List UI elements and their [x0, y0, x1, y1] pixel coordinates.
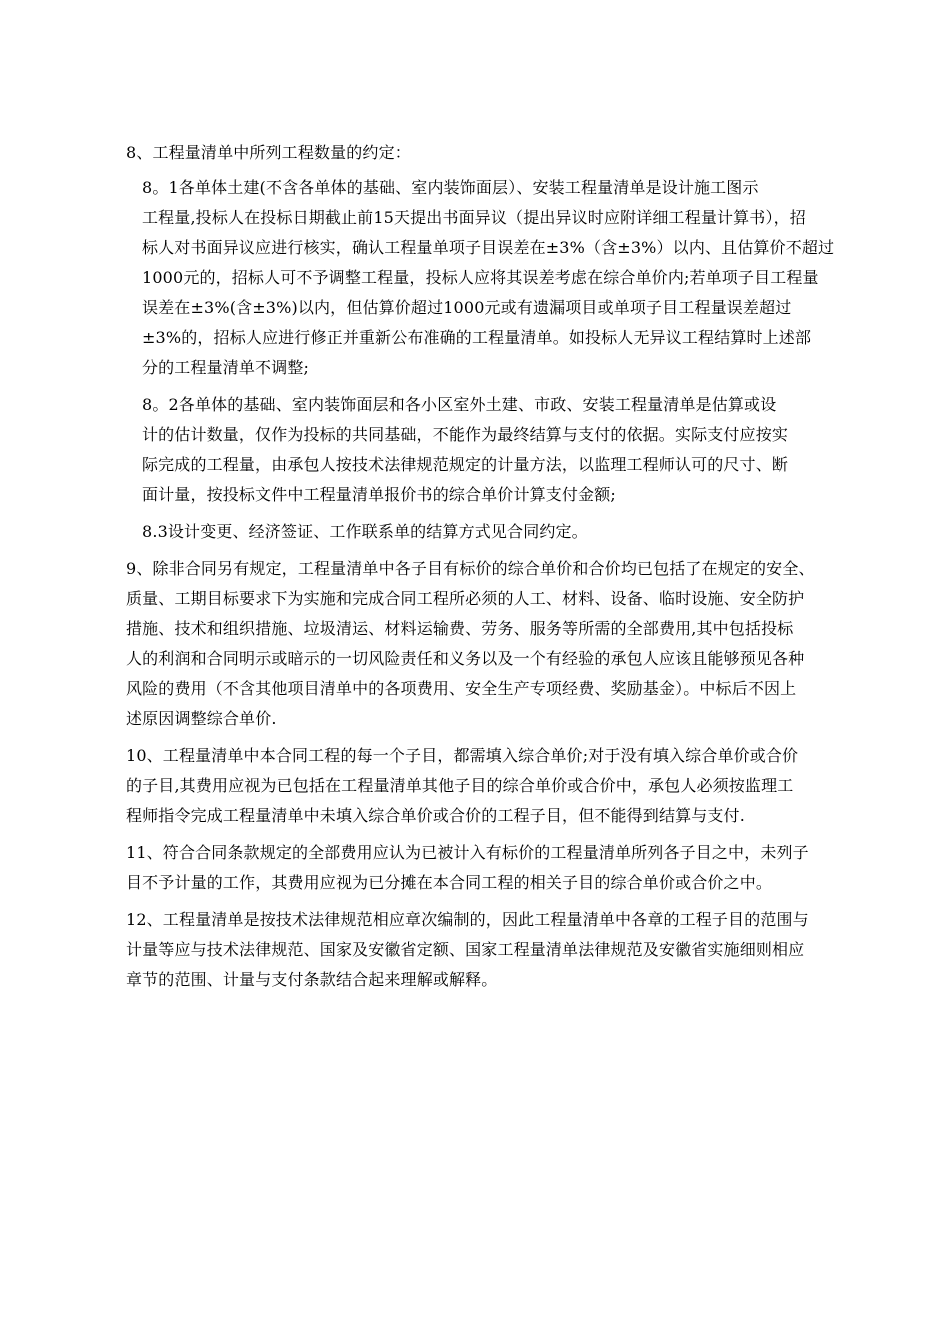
text-line: 标人对书面异议应进行核实，确认工程量单项子目误差在±3%（含±3%）以内、且估算价不超过: [142, 238, 835, 257]
paragraph-11: [126, 838, 832, 898]
text-line: 面计量，按投标文件中工程量清单报价书的综合单价计算支付金额;: [142, 485, 616, 504]
paragraph-9: [126, 554, 832, 734]
text-line: 误差在±3%(含±3%)以内，但估算价超过1000元或有遗漏项目或单项子目工程量误差超过: [142, 298, 792, 317]
text-line: 程师指令完成工程量清单中未填入综合单价或合价的工程子目，但不能得到结算与支付.: [126, 806, 745, 825]
text-line: 的子目,其费用应视为已包括在工程量清单其他子目的综合单价或合价中，承包人必须按监理工: [126, 776, 794, 795]
text-line: 9、除非合同另有规定，工程量清单中各子目有标价的综合单价和合价均已包括了在规定的安全、: [126, 559, 815, 578]
text-line: 10、工程量清单中本合同工程的每一个子目，都需填入综合单价;对于没有填入综合单价或合价: [126, 746, 799, 765]
text-line: 计量等应与技术法律规范、国家及安徽省定额、国家工程量清单法律规范及安徽省实施细则相应: [126, 940, 805, 959]
text-line: 人的利润和合同明示或暗示的一切风险责任和义务以及一个有经验的承包人应该且能够预见各种: [126, 649, 805, 668]
text-line: 措施、技术和组织措施、垃圾清运、材料运输费、劳务、服务等所需的全部费用,其中包括投标: [126, 619, 794, 638]
text-line: 11、符合合同条款规定的全部费用应认为已被计入有标价的工程量清单所列各子目之中，未列子: [126, 843, 809, 862]
text-line: 目不予计量的工作，其费用应视为已分摊在本合同工程的相关子目的综合单价或合价之中。: [126, 873, 773, 892]
text-line: 分的工程量清单不调整;: [142, 358, 310, 377]
text-line: ±3%的，招标人应进行修正并重新公布准确的工程量清单。如投标人无异议工程结算时上述部: [142, 328, 812, 347]
text-line: 风险的费用（不含其他项目清单中的各项费用、安全生产专项经费、奖励基金）。中标后不因上: [126, 679, 797, 698]
text-line: 1000元的，招标人可不予调整工程量，投标人应将其误差考虑在综合单价内;若单项子目工程量: [142, 268, 819, 287]
text-line: 工程量,投标人在投标日期截止前15天提出书面异议（提出异议时应附详细工程量计算书），招: [142, 208, 806, 227]
text-line: 8。1各单体土建(不含各单体的基础、室内装饰面层）、安装工程量清单是设计施工图示: [142, 178, 759, 197]
text-line: 述原因调整综合单价.: [126, 709, 277, 728]
paragraph-8: [126, 138, 832, 168]
text-line: 8、工程量清单中所列工程数量的约定：: [126, 143, 411, 162]
text-line: 8.3设计变更、经济签证、工作联系单的结算方式见合同约定。: [142, 522, 588, 541]
text-line: 章节的范围、计量与支付条款结合起来理解或解释。: [126, 970, 498, 989]
paragraph-8-3: [126, 517, 832, 547]
text-line: 8。2各单体的基础、室内装饰面层和各小区室外土建、市政、安装工程量清单是估算或设: [142, 395, 777, 414]
paragraph-8-1: [126, 173, 835, 383]
paragraph-10: [126, 741, 832, 831]
text-line: 际完成的工程量，由承包人按技术法律规范规定的计量方法，以监理工程师认可的尺寸、断: [142, 455, 789, 474]
text-line: 计的估计数量，仅作为投标的共同基础，不能作为最终结算与支付的依据。实际支付应按实: [142, 425, 789, 444]
text-line: 12、工程量清单是按技术法律规范相应章次编制的，因此工程量清单中各章的工程子目的范围与: [126, 910, 809, 929]
document-body: [126, 138, 835, 995]
paragraph-8-2: [126, 390, 832, 510]
paragraph-12: [126, 905, 832, 995]
text-line: 质量、工期目标要求下为实施和完成合同工程所必须的人工、材料、设备、临时设施、安全防护: [126, 589, 805, 608]
